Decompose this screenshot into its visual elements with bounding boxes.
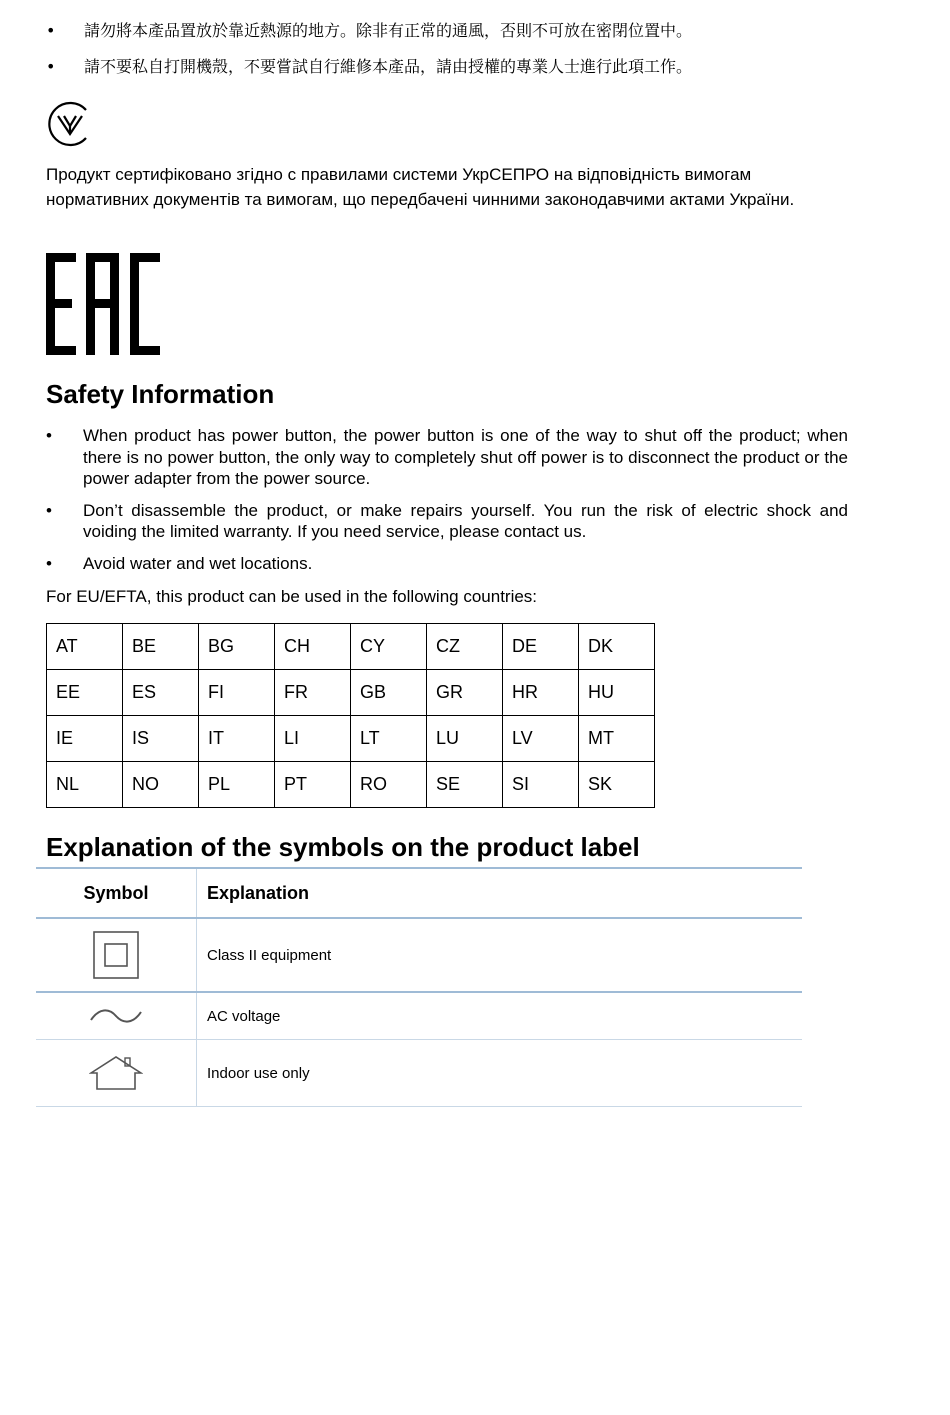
table-row [47,670,655,716]
country-cell: BG [199,624,275,670]
explanation-cell: AC voltage [197,992,803,1040]
symbol-cell [36,992,197,1040]
safety-information-heading: Safety Information [46,379,275,409]
symbol-cell [36,1040,197,1107]
symbol-cell [36,918,197,992]
country-cell: NL [47,762,123,808]
table-row [36,918,802,992]
ukraine-certification-statement: Продукт сертифіковано згідно с правилами системи УкрСЕПРО на відповідність вимогам нормативних документів та вимогам, що передбачені чинними законодавчими актами України. [46,165,795,209]
ukrsepro-mark-icon [46,100,92,148]
eac-mark-icon [46,253,160,355]
country-cell: ES [123,670,199,716]
country-cell: NO [123,762,199,808]
symbols-table [36,867,802,1107]
table-row [36,992,802,1040]
country-cell: CH [275,624,351,670]
explanation-cell: Indoor use only [197,1040,803,1107]
chinese-safety-notes [46,18,866,90]
country-cell: GR [427,670,503,716]
country-cell: HR [503,670,579,716]
country-cell: CZ [427,624,503,670]
explanation-column-header: Explanation [197,868,803,918]
country-cell: BE [123,624,199,670]
country-cell: HU [579,670,655,716]
explanation-cell: Class II equipment [197,918,803,992]
list-item: • Don’t disassemble the product, or make repairs yourself. You run the risk of electric shock and voiding the limited warranty. If you need service, please contact us. [46,500,848,543]
country-cell: DK [579,624,655,670]
country-cell: IS [123,716,199,762]
country-cell: EE [47,670,123,716]
eu-countries-table [46,623,655,808]
list-item: • 請勿將本產品置放於靠近熱源的地方。除非有正常的通風，否則不可放在密閉位置中。 [46,18,866,54]
country-cell: AT [47,624,123,670]
ac-voltage-icon [89,1006,143,1026]
symbol-column-header: Symbol [36,868,197,918]
table-row [36,1040,802,1107]
country-cell: LU [427,716,503,762]
table-row [47,624,655,670]
country-cell: LI [275,716,351,762]
country-cell: SE [427,762,503,808]
country-cell: MT [579,716,655,762]
indoor-use-icon [89,1055,143,1091]
table-row [47,716,655,762]
country-cell: FI [199,670,275,716]
country-cell: IE [47,716,123,762]
country-cell: DE [503,624,579,670]
country-cell: PT [275,762,351,808]
country-cell: CY [351,624,427,670]
table-row [47,762,655,808]
country-cell: LV [503,716,579,762]
eu-countries-intro: For EU/EFTA, this product can be used in the following countries: [46,587,538,606]
country-cell: SK [579,762,655,808]
country-cell: IT [199,716,275,762]
class-ii-equipment-icon [93,931,139,979]
country-cell: GB [351,670,427,716]
list-item: • 請不要私自打開機殼，不要嘗試自行維修本產品，請由授權的專業人士進行此項工作。 [46,54,866,90]
table-header-row [36,868,802,918]
safety-list [46,425,848,584]
symbols-explanation-heading: Explanation of the symbols on the product label [46,832,640,862]
country-cell: RO [351,762,427,808]
country-cell: FR [275,670,351,716]
country-cell: LT [351,716,427,762]
list-item: • Avoid water and wet locations. [46,553,848,575]
list-item: • When product has power button, the power button is one of the way to shut off the product; when there is no power button, the only way to completely shut off power is to disconnect the product or the power adapter from the power source. [46,425,848,490]
country-cell: SI [503,762,579,808]
country-cell: PL [199,762,275,808]
